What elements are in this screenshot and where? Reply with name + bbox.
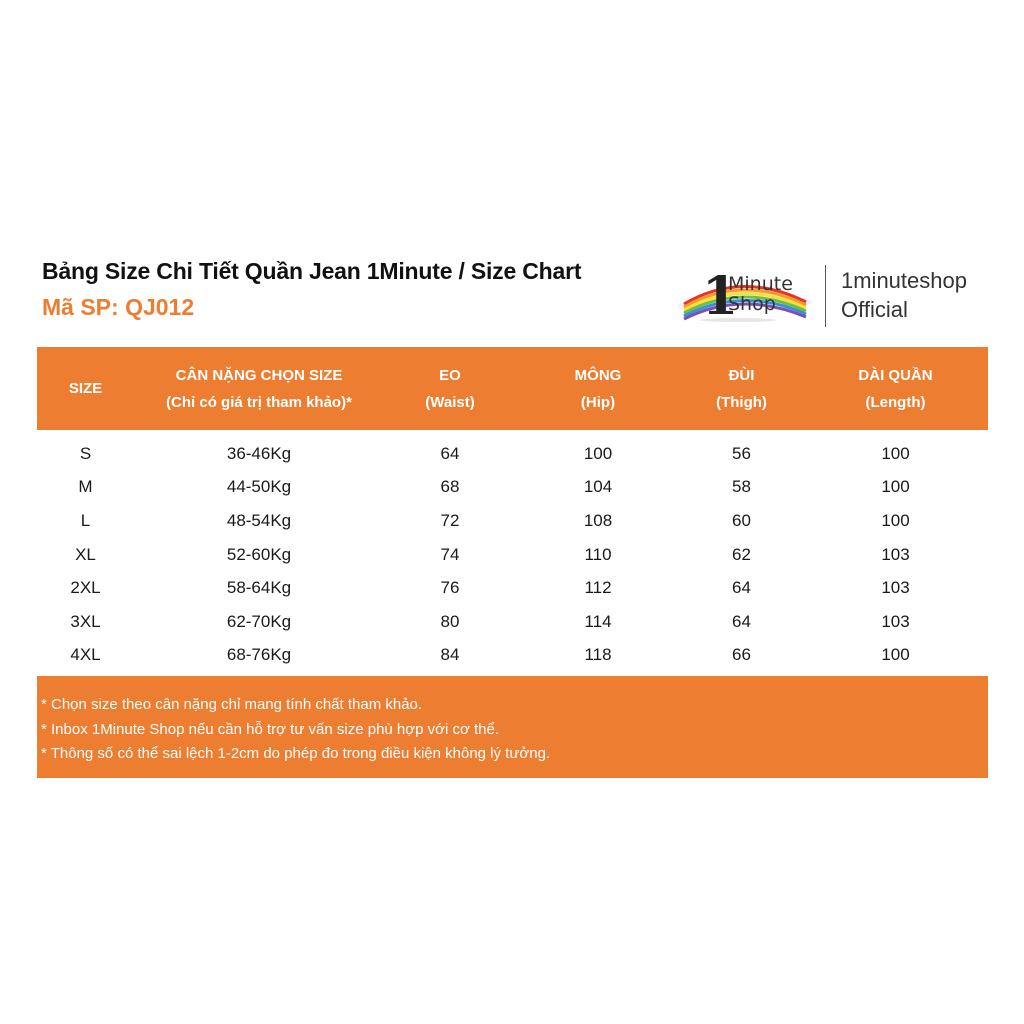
note-item: * Chọn size theo cân nặng chỉ mang tính chất tham khảo. [41, 696, 423, 713]
cell-waist: 72 [440, 510, 460, 530]
cell-length: 103 [881, 611, 910, 631]
cell-length: 103 [881, 578, 910, 598]
brand-name [841, 266, 967, 324]
cell-thigh: 56 [732, 443, 751, 463]
cell-hip: 118 [584, 645, 612, 665]
cell-length: 100 [881, 510, 910, 530]
cell-weight: 44-50Kg [226, 477, 292, 497]
cell-size: L [80, 510, 91, 530]
column-header-weight: CÂN NẶNG CHỌN SIZE (Chỉ có giá trị tham khảo)* [166, 366, 352, 411]
cell-length: 103 [881, 544, 910, 564]
cell-thigh: 60 [732, 510, 751, 530]
cell-size: 3XL [70, 611, 101, 631]
cell-thigh: 64 [732, 578, 751, 598]
cell-weight: 68-76Kg [226, 645, 292, 665]
note-item: * Thông số có thể sai lệch 1-2cm do phép đo trong điều kiện không lý tưởng. [41, 745, 551, 762]
cell-thigh: 64 [732, 611, 751, 631]
column-header-thigh: ĐÙI (Thigh) [716, 366, 767, 411]
cell-hip: 108 [583, 510, 613, 530]
column-header-length: DÀI QUẦN (Length) [858, 366, 933, 411]
table-body [37, 430, 988, 672]
table-row [37, 639, 988, 673]
cell-waist: 84 [440, 645, 460, 665]
cell-waist: 80 [440, 611, 460, 631]
svg-text:1: 1 [702, 266, 739, 324]
table-row [37, 571, 988, 605]
cell-hip: 104 [583, 477, 613, 497]
column-header-hip: MÔNG (Hip) [574, 366, 622, 411]
cell-size: 2XL [70, 578, 101, 598]
cell-size: S [79, 443, 92, 463]
cell-weight: 48-54Kg [226, 510, 292, 530]
cell-weight: 58-64Kg [226, 578, 292, 598]
cell-length: 100 [881, 443, 910, 463]
table-row [37, 504, 988, 538]
column-header-size: SIZE [68, 380, 103, 397]
cell-waist: 76 [440, 578, 460, 598]
svg-text:Shop: Shop [728, 293, 776, 315]
cell-weight: 52-60Kg [226, 544, 292, 564]
table-row [37, 471, 988, 505]
cell-thigh: 66 [732, 645, 751, 665]
cell-length: 100 [881, 645, 910, 665]
cell-weight: 36-46Kg [226, 443, 292, 463]
cell-hip: 100 [583, 443, 613, 463]
notes-box [37, 676, 988, 778]
cell-waist: 74 [440, 544, 460, 564]
page-title: Bảng Size Chi Tiết Quần Jean 1Minute / Size Chart [42, 258, 582, 284]
cell-hip: 112 [584, 578, 612, 598]
cell-waist: 68 [440, 477, 460, 497]
cell-hip: 110 [584, 544, 612, 564]
cell-thigh: 62 [732, 544, 751, 564]
table-row [37, 538, 988, 572]
brand-divider [825, 265, 826, 327]
svg-text:Minute: Minute [728, 273, 793, 295]
brand-name-line1: 1minuteshop [841, 268, 967, 293]
brand-logo [676, 262, 816, 324]
size-chart-table [37, 347, 988, 672]
cell-hip: 114 [584, 611, 612, 631]
cell-size: XL [75, 544, 96, 564]
table-row [37, 437, 988, 471]
cell-size: M [78, 477, 93, 497]
table-header [37, 347, 988, 430]
product-code: Mã SP: QJ012 [42, 294, 195, 320]
brand-name-line2: Official [841, 297, 908, 322]
note-item: * Inbox 1Minute Shop nếu cần hỗ trợ tư vấn size phù hợp với cơ thể. [41, 720, 499, 738]
rainbow-logo-icon [676, 262, 816, 324]
cell-size: 4XL [70, 645, 101, 665]
cell-weight: 62-70Kg [226, 611, 292, 631]
cell-thigh: 58 [732, 477, 751, 497]
cell-waist: 64 [440, 443, 460, 463]
cell-length: 100 [881, 477, 910, 497]
table-row [37, 605, 988, 639]
column-header-waist: EO (Waist) [425, 366, 475, 411]
